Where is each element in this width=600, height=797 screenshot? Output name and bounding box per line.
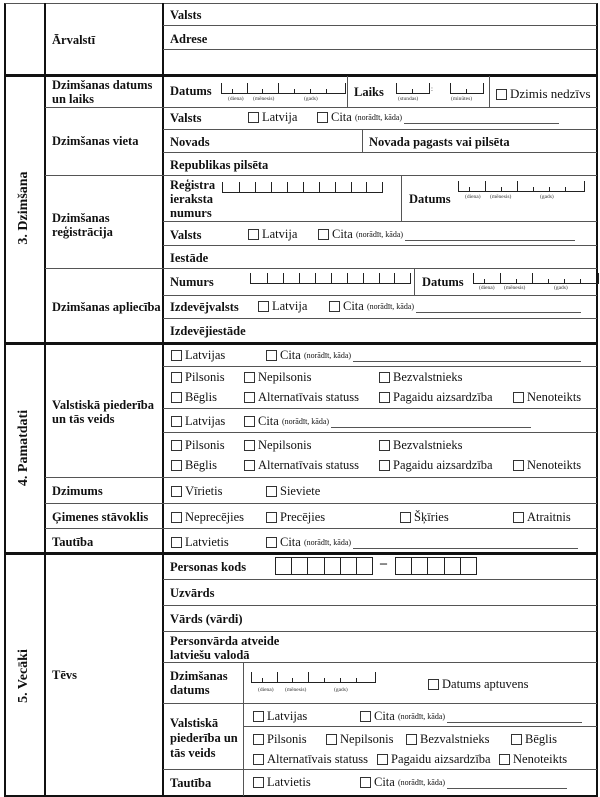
father-latvietis-checkbox[interactable]: Latvietis: [253, 775, 311, 790]
divider: [163, 221, 597, 222]
birth-hours-input[interactable]: [396, 83, 430, 94]
divider: [163, 579, 597, 580]
citizenship2-alternativais-checkbox[interactable]: Alternatīvais statuss: [244, 458, 359, 473]
father-nenoteikts-checkbox[interactable]: Nenoteikts: [499, 752, 567, 767]
gender-label: Dzimums: [52, 484, 103, 498]
checkbox-icon: [513, 392, 524, 403]
caption-gads: (gads): [334, 687, 348, 693]
arvalsti-valsts-field[interactable]: [230, 4, 595, 24]
caption-diena: (diena): [465, 194, 481, 200]
checkbox-icon: [244, 372, 255, 383]
father-cita-field[interactable]: [447, 711, 582, 723]
checkbox-icon: [266, 537, 277, 548]
checkbox-icon: [244, 440, 255, 451]
divider: [163, 408, 597, 409]
divider: [163, 245, 597, 246]
divider: [4, 342, 598, 345]
personal-code-part1-input[interactable]: [275, 557, 373, 575]
caption-minutes: (minūtes): [451, 96, 473, 102]
citizenship-label: Valstiskā piederība un tās veids: [52, 398, 154, 426]
checkbox-icon: [318, 229, 329, 240]
birthplace-valsts-label: Valsts: [170, 111, 202, 125]
section-4-title: 4. Pamatdati: [16, 409, 31, 487]
father-nepilsonis-checkbox[interactable]: Nepilsonis: [326, 732, 393, 747]
citizenship1-latvijas-checkbox[interactable]: Latvijas: [171, 348, 225, 363]
father-alternativais-checkbox[interactable]: Alternatīvais statuss: [253, 752, 368, 767]
checkbox-icon: [379, 460, 390, 471]
checkbox-icon: [377, 754, 388, 765]
citizenship1-beglis-checkbox[interactable]: Bēglis: [171, 390, 217, 405]
divider: [401, 176, 402, 221]
registration-latvija-checkbox[interactable]: Latvija: [248, 227, 297, 242]
father-birthdate-label: Dzimšanas datums: [170, 669, 228, 697]
birth-datetime-label: Dzimšanas datums un laiks: [52, 78, 153, 106]
divider: [163, 605, 597, 606]
divider: [163, 318, 597, 319]
marital-widowed-checkbox[interactable]: Atraitnis: [513, 510, 571, 525]
marital-divorced-checkbox[interactable]: Šķīries: [400, 510, 449, 525]
citizenship2-bezvalstnieks-checkbox[interactable]: Bezvalstnieks: [379, 438, 462, 453]
divider: [489, 76, 490, 107]
checkbox-icon: [171, 416, 182, 427]
checkbox-icon: [379, 392, 390, 403]
divider: [163, 432, 597, 433]
certificate-latvija-checkbox[interactable]: Latvija: [258, 299, 307, 314]
divider: [163, 152, 597, 153]
checkbox-icon: [248, 112, 259, 123]
registration-valsts-label: Valsts: [170, 228, 202, 242]
checkbox-icon: [317, 112, 328, 123]
father-pilsonis-checkbox[interactable]: Pilsonis: [253, 732, 307, 747]
checkbox-icon: [326, 734, 337, 745]
marital-status-label: Ģimenes stāvoklis: [52, 510, 149, 524]
checkbox-icon: [171, 537, 182, 548]
checkbox-icon: [428, 679, 439, 690]
checkbox-icon: [400, 512, 411, 523]
citizenship1-cita-field[interactable]: [353, 350, 581, 362]
birthplace-cita-field[interactable]: [404, 112, 559, 124]
registration-label: Dzimšanas reģistrācija: [52, 211, 113, 239]
checkbox-icon: [253, 777, 264, 788]
checkbox-icon: [266, 486, 277, 497]
father-pagaidu-checkbox[interactable]: Pagaidu aizsardzība: [377, 752, 491, 767]
arvalsti-adrese-label: Adrese: [170, 32, 208, 46]
divider: [45, 503, 597, 504]
divider: [163, 769, 597, 770]
citizenship1-bezvalstnieks-checkbox[interactable]: Bezvalstnieks: [379, 370, 462, 385]
caption-menesis: (mēnesis): [490, 194, 512, 200]
gender-male-checkbox[interactable]: Vīrietis: [171, 484, 223, 499]
divider: [163, 295, 597, 296]
caption-menesis: (mēnesis): [504, 285, 526, 291]
name-latvian-label: Personvārda atveide latviešu valodā: [170, 634, 280, 662]
divider: [163, 662, 597, 663]
citizenship2-nepilsonis-checkbox[interactable]: Nepilsonis: [244, 438, 311, 453]
checkbox-icon: [171, 392, 182, 403]
father-beglis-checkbox[interactable]: Bēglis: [511, 732, 557, 747]
father-nationality-label: Tautība: [170, 776, 212, 790]
checkbox-icon: [266, 350, 277, 361]
checkbox-icon: [253, 734, 264, 745]
republikas-pilseta-label: Republikas pilsēta: [170, 158, 269, 172]
registration-date-label: Datums: [409, 192, 451, 206]
divider: [163, 366, 597, 367]
nationality-cita-checkbox[interactable]: Cita (norādīt, kāda): [266, 535, 578, 550]
colon: :: [431, 85, 433, 93]
citizenship2-pagaidu-checkbox[interactable]: Pagaidu aizsardzība: [379, 458, 493, 473]
arvalsti-adrese-field[interactable]: [230, 26, 595, 72]
checkbox-icon: [406, 734, 417, 745]
divider: [414, 269, 415, 295]
divider: [45, 477, 597, 478]
personal-code-part2-input[interactable]: [395, 557, 477, 575]
date-approximate-checkbox[interactable]: Datums aptuvens: [428, 677, 528, 692]
checkbox-icon: [244, 416, 255, 427]
checkbox-icon: [171, 372, 182, 383]
checkbox-icon: [360, 777, 371, 788]
birth-minutes-input[interactable]: [450, 83, 484, 94]
checkbox-icon: [171, 440, 182, 451]
checkbox-icon: [513, 512, 524, 523]
checkbox-icon: [379, 440, 390, 451]
father-birthdate-input[interactable]: [251, 672, 376, 683]
caption-stundas: (stundas): [398, 96, 419, 102]
checkbox-icon: [513, 460, 524, 471]
certificate-label: Dzimšanas apliecība: [52, 300, 161, 314]
registration-cita-field[interactable]: [405, 229, 575, 241]
father-bezvalstnieks-checkbox[interactable]: Bezvalstnieks: [406, 732, 489, 747]
certificate-cita-checkbox[interactable]: Cita (norādīt, kāda): [329, 299, 581, 314]
section-3-title: 3. Dzimšana: [16, 171, 31, 245]
divider: [44, 3, 46, 797]
citizenship1-alternativais-checkbox[interactable]: Alternatīvais statuss: [244, 390, 359, 405]
divider: [4, 74, 598, 77]
checkbox-icon: [253, 754, 264, 765]
certificate-date-label: Datums: [422, 275, 464, 289]
registry-number-input[interactable]: [222, 182, 383, 193]
caption-diena: (diena): [228, 96, 244, 102]
divider: [163, 129, 597, 130]
given-name-label: Vārds (vārdi): [170, 612, 243, 626]
stillborn-checkbox[interactable]: Dzimis nedzīvs: [496, 86, 591, 102]
novada-pagasts-label: Novada pagasts vai pilsēta: [369, 135, 510, 149]
citizenship2-latvijas-checkbox[interactable]: Latvijas: [171, 414, 225, 429]
father-nationality-cita-field[interactable]: [447, 777, 567, 789]
registration-cita-checkbox[interactable]: Cita (norādīt, kāda): [318, 227, 575, 242]
marital-married-checkbox[interactable]: Precējies: [266, 510, 325, 525]
divider: [45, 175, 597, 176]
divider: [347, 76, 348, 107]
divider: [4, 552, 598, 555]
novads-label: Novads: [170, 135, 210, 149]
checkbox-icon: [329, 301, 340, 312]
checkbox-icon: [266, 512, 277, 523]
checkbox-icon: [253, 711, 264, 722]
issuing-authority-label: Izdevējiestāde: [170, 324, 246, 338]
caption-gads: (gads): [304, 96, 318, 102]
birthplace-cita-checkbox[interactable]: Cita (norādīt, kāda): [317, 110, 559, 125]
certificate-number-input[interactable]: [250, 273, 411, 284]
citizenship2-pilsonis-checkbox[interactable]: Pilsonis: [171, 438, 225, 453]
arvalsti-valsts-label: Valsts: [170, 8, 202, 22]
citizenship1-nepilsonis-checkbox[interactable]: Nepilsonis: [244, 370, 311, 385]
divider: [163, 631, 597, 632]
registry-number-label: Reģistra ieraksta numurs: [170, 178, 216, 220]
divider: [45, 107, 597, 108]
certificate-cita-field[interactable]: [416, 301, 581, 313]
divider: [162, 3, 164, 797]
father-label: Tēvs: [52, 668, 77, 682]
iestade-label: Iestāde: [170, 251, 209, 265]
birth-date-label: Datums: [170, 84, 212, 98]
nationality-cita-field[interactable]: [353, 537, 578, 549]
caption-menesis: (mēnesis): [285, 687, 307, 693]
issuing-country-label: Izdevējvalsts: [170, 300, 239, 314]
divider: [45, 528, 597, 529]
citizenship1-cita-checkbox[interactable]: Cita (norādīt, kāda): [266, 348, 581, 363]
divider: [362, 130, 363, 152]
gender-female-checkbox[interactable]: Sieviete: [266, 484, 320, 499]
checkbox-icon: [171, 350, 182, 361]
nationality-latvietis-checkbox[interactable]: Latvietis: [171, 535, 229, 550]
citizenship2-cita-checkbox[interactable]: Cita (norādīt, kāda): [244, 414, 531, 429]
caption-menesis: (mēnesis): [253, 96, 275, 102]
citizenship2-cita-field[interactable]: [331, 416, 531, 428]
personal-code-dash: –: [380, 556, 387, 571]
certificate-number-label: Numurs: [170, 275, 214, 289]
surname-field[interactable]: [240, 581, 595, 603]
surname-label: Uzvārds: [170, 586, 215, 600]
birth-date-input[interactable]: [221, 83, 346, 94]
birth-time-label: Laiks: [354, 85, 384, 99]
checkbox-icon: [244, 460, 255, 471]
name-latvian-field[interactable]: [310, 633, 595, 661]
section-5-title: 5. Vecāki: [16, 649, 31, 703]
divider: [163, 703, 597, 704]
caption-gads: (gads): [540, 194, 554, 200]
divider: [243, 663, 244, 796]
marital-single-checkbox[interactable]: Neprecējies: [171, 510, 244, 525]
father-latvijas-checkbox[interactable]: Latvijas: [253, 709, 307, 724]
caption-gads: (gads): [554, 285, 568, 291]
father-citizenship-label: Valstiskā piederība un tās veids: [170, 716, 238, 760]
birthplace-latvija-checkbox[interactable]: Latvija: [248, 110, 297, 125]
caption-diena: (diena): [479, 285, 495, 291]
checkbox-icon: [171, 512, 182, 523]
checkbox-icon: [171, 486, 182, 497]
citizenship2-beglis-checkbox[interactable]: Bēglis: [171, 458, 217, 473]
arvalsti-label: Ārvalstī: [52, 33, 96, 47]
certificate-date-input[interactable]: [473, 273, 599, 284]
checkbox-icon: [248, 229, 259, 240]
father-cita-checkbox[interactable]: Cita (norādīt, kāda): [360, 709, 582, 724]
nationality-label: Tautība: [52, 535, 94, 549]
divider: [243, 726, 597, 727]
checkbox-icon: [379, 372, 390, 383]
given-name-field[interactable]: [260, 607, 595, 629]
checkbox-icon: [258, 301, 269, 312]
checkbox-icon: [360, 711, 371, 722]
citizenship1-nenoteikts-checkbox[interactable]: Nenoteikts: [513, 390, 581, 405]
checkbox-icon: [244, 392, 255, 403]
citizenship2-nenoteikts-checkbox[interactable]: Nenoteikts: [513, 458, 581, 473]
personal-code-label: Personas kods: [170, 560, 247, 574]
birthplace-label: Dzimšanas vieta: [52, 134, 139, 148]
divider: [45, 268, 597, 269]
caption-diena: (diena): [258, 687, 274, 693]
checkbox-icon: [499, 754, 510, 765]
registration-date-input[interactable]: [458, 181, 585, 192]
checkbox-icon: [511, 734, 522, 745]
citizenship1-pilsonis-checkbox[interactable]: Pilsonis: [171, 370, 225, 385]
checkbox-icon: [496, 89, 507, 100]
father-nationality-cita-checkbox[interactable]: Cita (norādīt, kāda): [360, 775, 567, 790]
checkbox-icon: [171, 460, 182, 471]
citizenship1-pagaidu-checkbox[interactable]: Pagaidu aizsardzība: [379, 390, 493, 405]
